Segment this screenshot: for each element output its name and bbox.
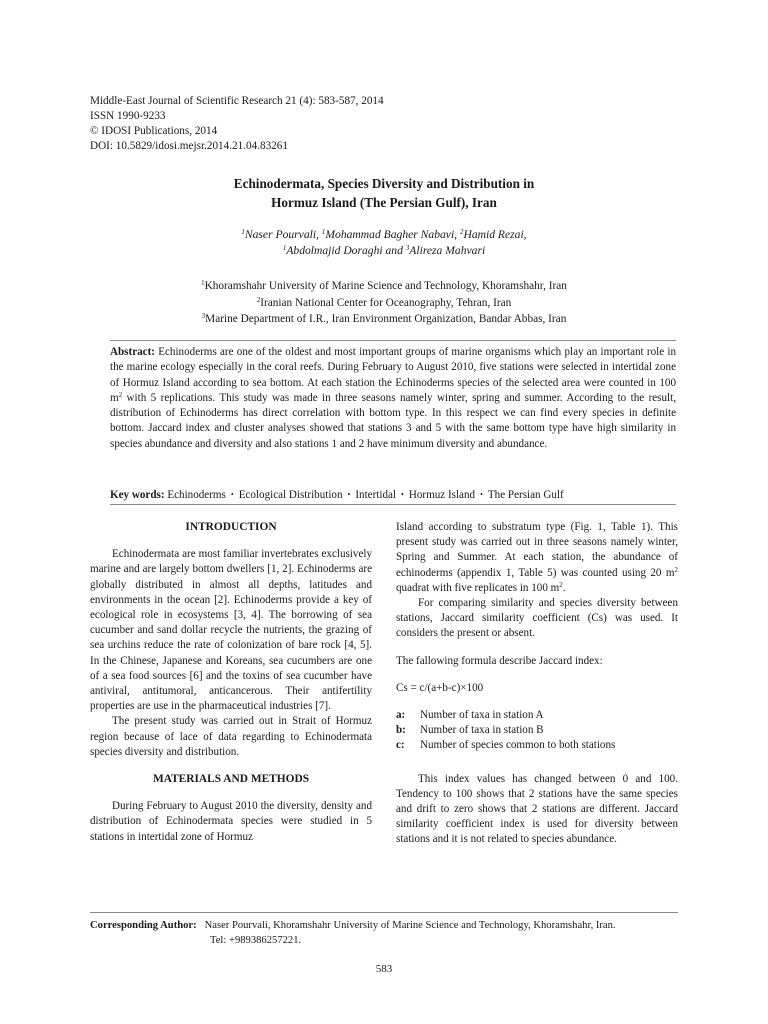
- paragraph-gap: [396, 642, 678, 654]
- keyword-3: Intertidal: [355, 489, 397, 501]
- corresponding-author: [90, 918, 616, 933]
- introduction-paragraph-2: The present study was carried out in Strait of Hormuz region because of lace of data regarding to Echinodermata species diversity and distribution.: [90, 715, 372, 758]
- methods-p2-sup-2: 2: [559, 580, 563, 589]
- journal-publisher: © IDOSI Publications, 2014: [90, 125, 218, 137]
- journal-header: [90, 94, 384, 154]
- title-line-1: Echinodermata, Species Diversity and Distribution in: [233, 176, 535, 191]
- keyword-5: The Persian Gulf: [487, 489, 564, 501]
- definition-key: a:: [396, 709, 406, 722]
- affiliation-3-sup: 3: [201, 312, 206, 320]
- abstract-text-b: with 5 replications. This study was made in three seasons namely winter, spring and summer. According to the result, distribution of Echinoderms has direct correlation with bottom type. In this respect we can find every species in definite bottom. Jaccard index and cluster analyses showed that stations 3 and 5 with the same bottom type have high similarity in species abundance and diversity and also stations 1 and 2 have minimum diversity and abundance.: [110, 391, 676, 450]
- journal-citation: Middle-East Journal of Scientific Research 21 (4): 583-587, 2014: [90, 95, 384, 107]
- paragraph-gap: [396, 696, 678, 708]
- methods-paragraph-3: For comparing similarity and species diversity between stations, Jaccard similarity coefficient (Cs) was used. It considers the present or absent.: [396, 597, 678, 640]
- author-2-sup: 1: [321, 228, 326, 236]
- affiliation-3-text: Marine Department of I.R., Iran Environment Organization, Bandar Abbas, Iran: [205, 313, 567, 325]
- keyword-1: Echinoderms: [167, 489, 226, 501]
- keyword-separator: •: [401, 490, 404, 499]
- author-5-sup: 3: [405, 244, 410, 252]
- definition-text: Number of species common to both stations: [420, 739, 616, 752]
- keyword-4: Hormuz Island: [408, 489, 476, 501]
- methods-paragraph-4: This index values has changed between 0 and 100. Tendency to 100 shows that 2 stations have the same species and drift to zero shows that 2 stations are different. Jaccard similarity coefficient index is used for diversity between stations and it is not related to species abundance.: [396, 772, 678, 846]
- methods-paragraph-1: During February to August 2010 the diversity, density and distribution of Echinodermata species were studied in 5 stations in intertidal zone of Hormuz: [90, 800, 372, 843]
- affiliation-1: [120, 278, 648, 295]
- affiliation-2-sup: 2: [256, 295, 261, 304]
- affiliation-list: [120, 278, 648, 328]
- abstract-text-a: Echinoderms are one of the oldest and most important groups of marine organisms which play an important role in the marine ecology especially in the coral reefs. During February to August 2010, five stations were selected in intertidal zone of Hormuz Island according to sea bottom. At each station the Echinoderms species of the selected area were counted in 100 m: [110, 346, 676, 404]
- abstract-sup: 2: [118, 390, 123, 399]
- author-1-sup: 1: [241, 228, 245, 236]
- abstract-label: Abstract:: [110, 346, 155, 358]
- keywords: [110, 487, 676, 503]
- authors-line-2: [150, 243, 618, 259]
- introduction-heading: INTRODUCTION: [185, 521, 277, 533]
- paper-title: [150, 174, 618, 212]
- journal-doi: DOI: 10.5829/idosi.mejsr.2014.21.04.83261: [90, 140, 288, 152]
- author-3: Hamid Rezai,: [463, 228, 527, 241]
- author-3-sup: 2: [459, 228, 464, 236]
- author-4: Abdolmajid Doraghi and: [286, 244, 406, 257]
- methods-p2-text: Island according to substratum type (Fig. 1, Table 1). This present study was carried out in three seasons namely winter, Spring and Summer. At each station, the abundance of echinoderms (appendix 1, Table 5) was counted using 20 m: [396, 521, 678, 579]
- methods-p2-text-b: quadrat with five replicates in 100 m: [396, 581, 560, 594]
- author-list: [150, 227, 618, 259]
- corresponding-author-tel: Tel: +989386257221.: [210, 935, 302, 946]
- paragraph-gap: [396, 754, 678, 772]
- title-line-2: Hormuz Island (The Persian Gulf), Iran: [271, 195, 497, 210]
- keyword-separator: •: [230, 490, 234, 499]
- paragraph-gap: [396, 669, 678, 681]
- keyword-separator: •: [480, 490, 483, 499]
- introduction-paragraph-1: Echinodermata are most familiar invertebrates exclusively marine and are largely bottom dwellers [1, 2]. Echinoderms are globally distributed in almost all depths, latitudes and environments in the ocean [2]. Echinoderms provide a key of ecological role in ecosystems [3, 4]. The borrowing of sea cucumber and sand dollar recycle the nutrients, the grazing of sea urchins reduce the rate of colonization of bare rock [4, 5]. In the Chinese, Japanese and Koreans, sea cucumbers are one of a sea food sources [6] and the toxins of sea cucumber have antiviral, antitumoral, anticancerous. Their antifertility properties are use in the pharmaceutical industries [7].: [90, 548, 372, 713]
- left-column: [90, 520, 372, 845]
- definition-key: c:: [396, 739, 405, 752]
- author-5: Alireza Mahvari: [409, 244, 486, 257]
- definition-b: [396, 723, 678, 738]
- abstract-top-divider: [110, 340, 676, 341]
- definition-key: b:: [396, 724, 406, 737]
- keywords-bottom-divider: [110, 504, 676, 505]
- author-2: Mohammad Bagher Nabavi,: [325, 228, 460, 241]
- affiliation-3: [120, 311, 648, 328]
- affiliation-1-text: Khoramshahr University of Marine Science and Technology, Khoramshahr, Iran: [204, 280, 567, 292]
- affiliation-2-text: Iranian National Center for Oceanography, Tehran, Iran: [260, 296, 512, 309]
- keywords-label: Key words:: [110, 489, 165, 501]
- keyword-2: Ecological Distribution: [238, 489, 343, 501]
- right-column: [396, 520, 678, 848]
- author-4-sup: 1: [282, 244, 287, 252]
- methods-paragraph-2: [396, 520, 678, 596]
- authors-line-1: [150, 227, 618, 243]
- page-number: 583: [375, 963, 393, 975]
- affiliation-1-sup: 1: [201, 279, 205, 287]
- methods-p2-sup: 2: [674, 565, 678, 574]
- keyword-separator: •: [347, 490, 351, 499]
- formula-intro: The fallowing formula describe Jaccard index:: [396, 654, 603, 667]
- abstract: [110, 345, 676, 452]
- methods-heading: MATERIALS AND METHODS: [152, 773, 310, 786]
- section-gap: [90, 760, 372, 772]
- corresponding-author-text: Naser Pourvali, Khoramshahr University of Marine Science and Technology, Khoramshahr, Iran.: [204, 920, 616, 931]
- definition-c: [396, 738, 678, 753]
- footer-divider: [90, 912, 678, 913]
- definition-text: Number of taxa in station A: [420, 709, 544, 722]
- author-1: Naser Pourvali,: [244, 228, 322, 241]
- journal-issn: ISSN 1990-9233: [90, 110, 166, 122]
- definition-a: [396, 708, 678, 723]
- jaccard-formula: Cs = c/(a+b-c)×100: [396, 681, 484, 694]
- methods-p2-text-c: .: [562, 581, 566, 594]
- affiliation-2: [120, 295, 648, 312]
- corresponding-author-label: Corresponding Author:: [90, 920, 197, 931]
- definition-text: Number of taxa in station B: [420, 724, 544, 737]
